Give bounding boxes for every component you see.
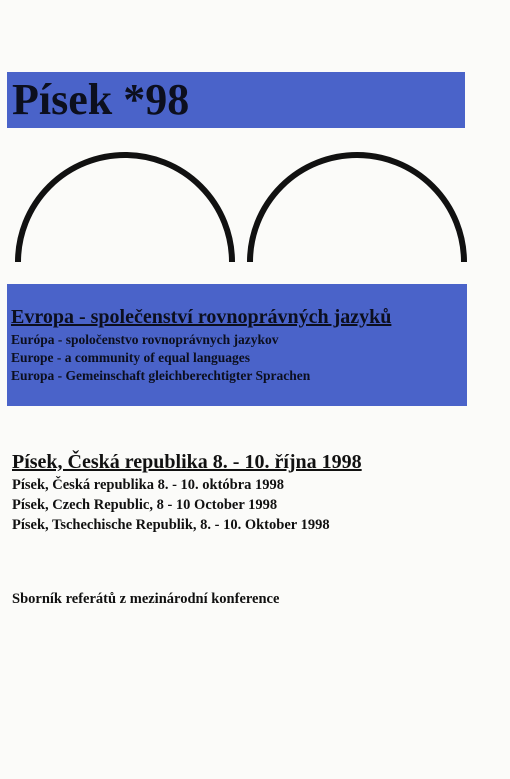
proceedings-subtitle: Sborník referátů z mezinárodní konference [12, 591, 280, 607]
title-banner [7, 72, 465, 128]
cover-title: Písek *98 [12, 75, 190, 124]
place-date-slovak: Písek, Česká republika 8. - 10. októbra 1998 [12, 477, 285, 493]
right-arch [250, 155, 464, 262]
motto-banner [7, 284, 467, 406]
place-date-german: Písek, Tschechische Republik, 8. - 10. Oktober 1998 [12, 517, 330, 533]
double-arch-icon [0, 140, 510, 270]
motto-line-german: Europa - Gemeinschaft gleichberechtigter Sprachen [11, 368, 311, 383]
place-date-english: Písek, Czech Republic, 8 - 10 October 1998 [12, 497, 278, 513]
motto-main: Evropa - společenství rovnoprávných jazyků [11, 306, 392, 328]
place-date-main: Písek, Česká republika 8. - 10. října 1998 [12, 451, 362, 473]
left-arch [18, 155, 232, 262]
motto-line-slovak: Európa - spoločenstvo rovnoprávnych jazykov [11, 332, 279, 347]
motto-line-english: Europe - a community of equal languages [11, 350, 251, 365]
